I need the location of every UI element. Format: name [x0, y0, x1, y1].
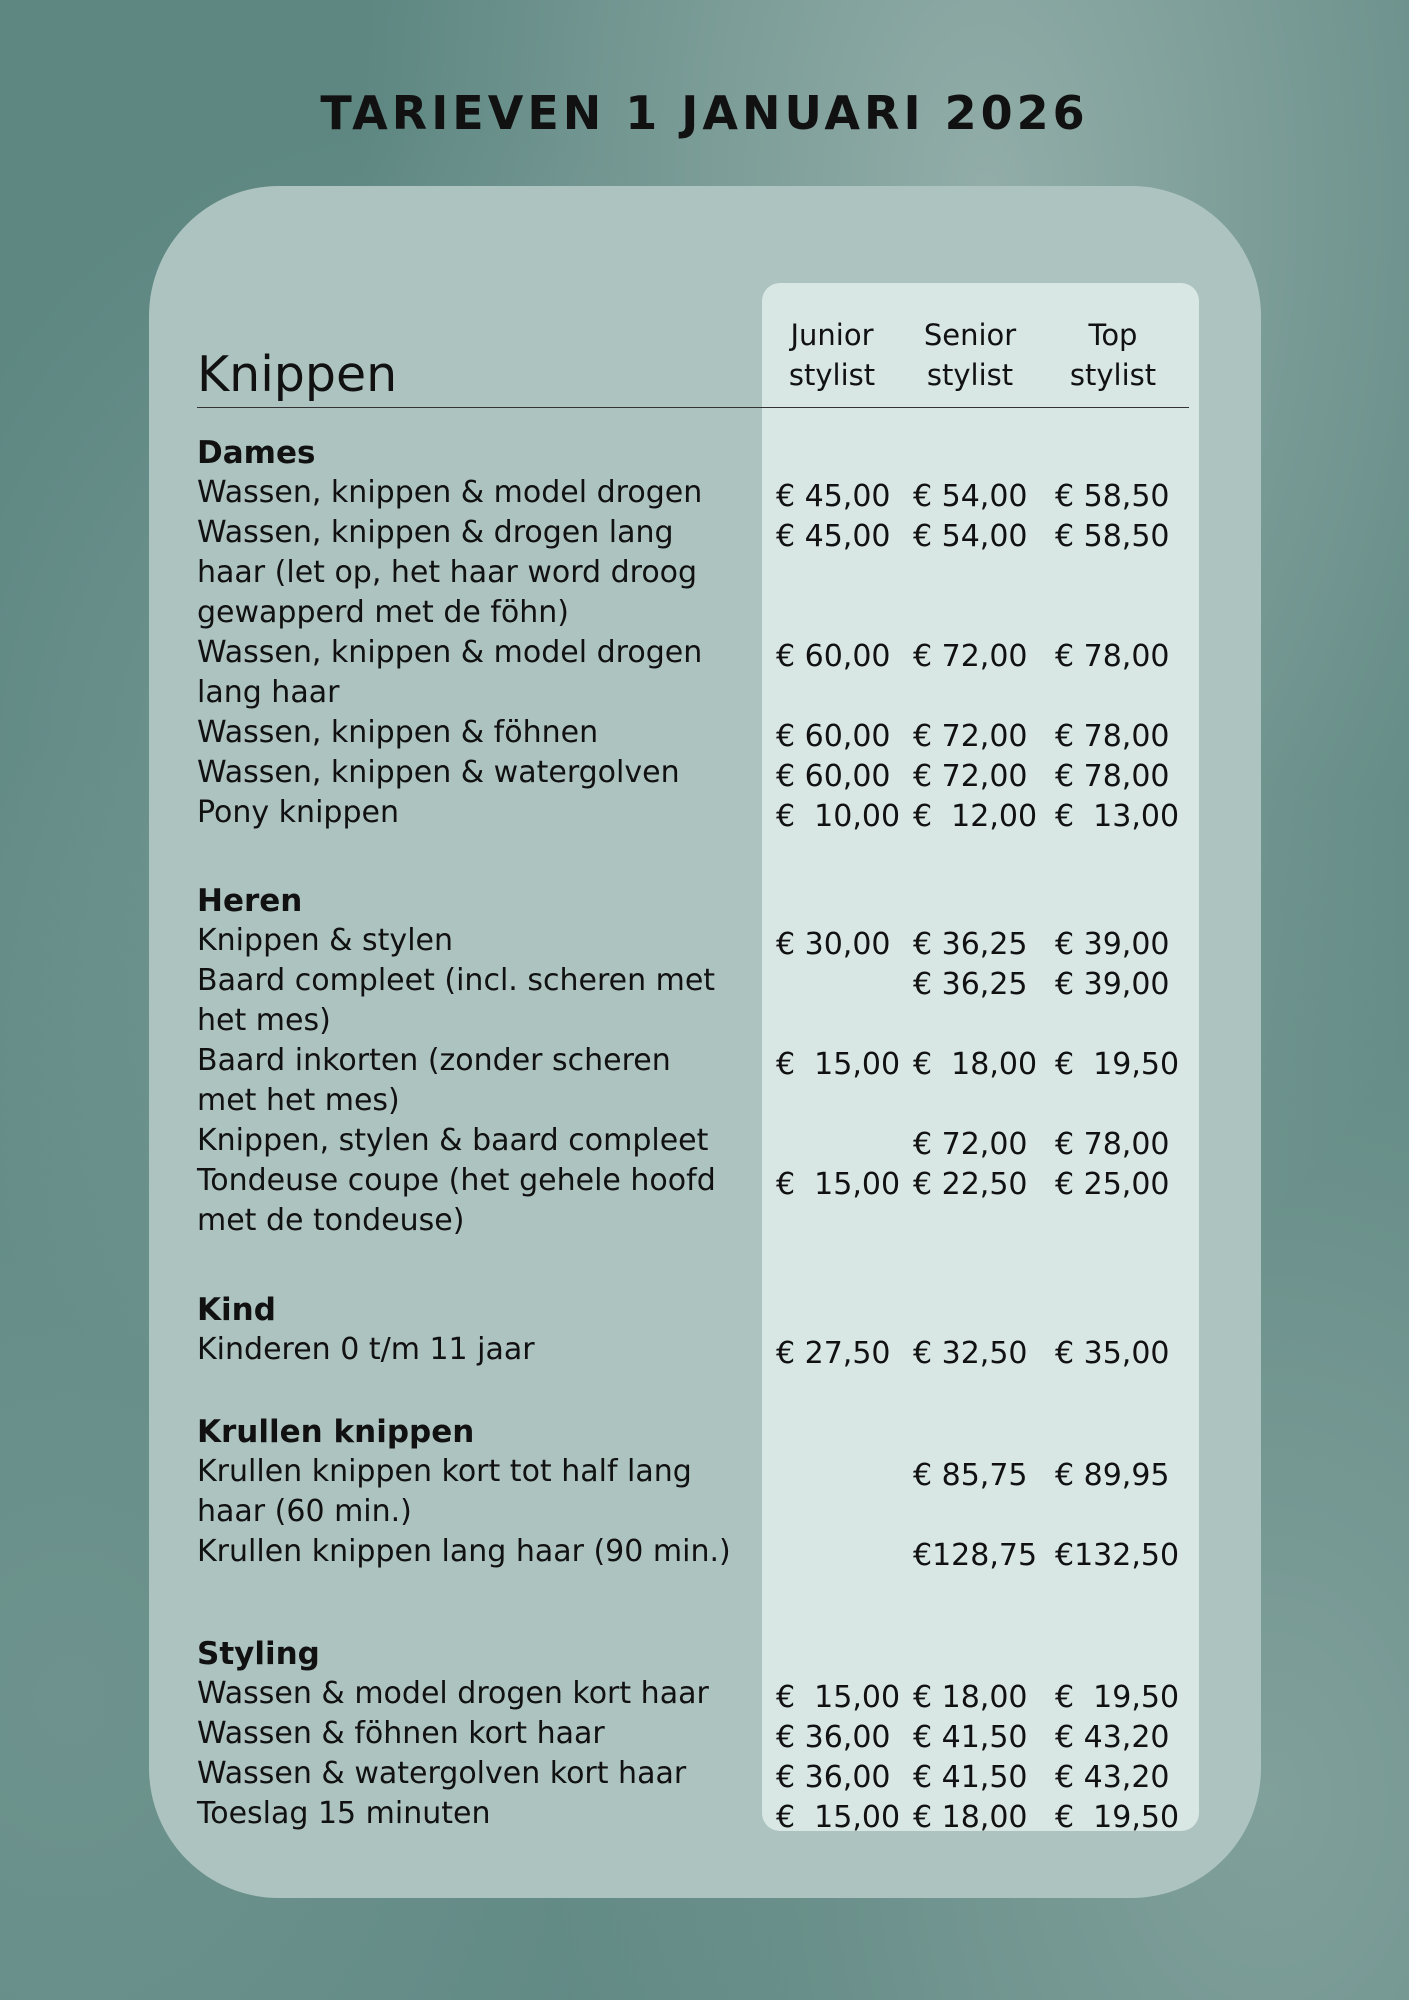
- service-description: [197, 513, 757, 633]
- price-top: € 89,95: [1055, 1458, 1170, 1493]
- service-description-line: Wassen, knippen & föhnen: [197, 715, 599, 750]
- price-senior: € 32,50: [913, 1336, 1028, 1371]
- price-top: € 19,50: [1055, 1680, 1180, 1715]
- price-senior: € 72,00: [913, 759, 1028, 794]
- price-senior: € 54,00: [913, 479, 1028, 514]
- column-header: [900, 315, 1040, 395]
- price-top: €132,50: [1055, 1538, 1180, 1573]
- service-description: [197, 1161, 757, 1241]
- price-top: € 19,50: [1055, 1800, 1180, 1835]
- service-description: [197, 1452, 757, 1532]
- price-row: [197, 1714, 1197, 1754]
- price-senior: € 72,00: [913, 719, 1028, 754]
- price-top: € 58,50: [1055, 479, 1170, 514]
- service-description: [197, 1794, 757, 1834]
- price-junior: € 30,00: [776, 927, 891, 962]
- service-description: [197, 961, 757, 1041]
- price-junior: € 45,00: [776, 479, 891, 514]
- price-junior: € 45,00: [776, 519, 891, 554]
- service-description-line: Baard inkorten (zonder scheren: [197, 1043, 671, 1078]
- group-title: Dames: [197, 435, 316, 471]
- price-top: € 78,00: [1055, 759, 1170, 794]
- group-title: Kind: [197, 1292, 276, 1328]
- service-description: [197, 793, 757, 833]
- price-top: € 43,20: [1055, 1720, 1170, 1755]
- price-senior: € 41,50: [913, 1760, 1028, 1795]
- price-row: [197, 1452, 1197, 1532]
- price-top: € 78,00: [1055, 1127, 1170, 1162]
- service-description: [197, 753, 757, 793]
- group-title: Styling: [197, 1636, 320, 1672]
- price-row: [197, 1794, 1197, 1834]
- price-row: [197, 1754, 1197, 1794]
- price-senior: € 85,75: [913, 1458, 1028, 1493]
- service-description-line: Wassen & model drogen kort haar: [197, 1676, 709, 1711]
- service-description-line: Toeslag 15 minuten: [197, 1796, 491, 1831]
- service-description-line: Pony knippen: [197, 795, 399, 830]
- service-description: [197, 1714, 757, 1754]
- price-row: [197, 713, 1197, 753]
- price-senior: € 22,50: [913, 1167, 1028, 1202]
- price-row: [197, 961, 1197, 1041]
- price-top: € 78,00: [1055, 719, 1170, 754]
- price-top: € 58,50: [1055, 519, 1170, 554]
- service-description-line: Tondeuse coupe (het gehele hoofd: [197, 1163, 716, 1198]
- service-description-line: Kinderen 0 t/m 11 jaar: [197, 1332, 535, 1367]
- service-description-line: met het mes): [197, 1083, 400, 1118]
- price-senior: € 12,00: [913, 799, 1038, 834]
- price-senior: € 36,25: [913, 967, 1028, 1002]
- price-senior: € 54,00: [913, 519, 1028, 554]
- service-description: [197, 921, 757, 961]
- service-description-line: Wassen & watergolven kort haar: [197, 1756, 687, 1791]
- service-description-line: Wassen, knippen & watergolven: [197, 755, 680, 790]
- service-description-line: Wassen, knippen & drogen lang: [197, 515, 674, 550]
- price-senior: € 36,25: [913, 927, 1028, 962]
- price-row: [197, 1674, 1197, 1714]
- service-description: [197, 633, 757, 713]
- price-senior: € 72,00: [913, 639, 1028, 674]
- price-top: € 35,00: [1055, 1336, 1170, 1371]
- service-description: [197, 1674, 757, 1714]
- price-senior: € 18,00: [913, 1680, 1028, 1715]
- price-row: [197, 513, 1197, 633]
- price-junior: € 15,00: [776, 1800, 901, 1835]
- price-top: € 78,00: [1055, 639, 1170, 674]
- price-row: [197, 1532, 1197, 1572]
- price-junior: € 36,00: [776, 1720, 891, 1755]
- service-description-line: met de tondeuse): [197, 1203, 465, 1238]
- price-top: € 25,00: [1055, 1167, 1170, 1202]
- price-senior: € 72,00: [913, 1127, 1028, 1162]
- price-junior: € 15,00: [776, 1167, 901, 1202]
- price-top: € 19,50: [1055, 1047, 1180, 1082]
- price-junior: € 27,50: [776, 1336, 891, 1371]
- price-senior: € 18,00: [913, 1047, 1038, 1082]
- group-title: Heren: [197, 883, 303, 919]
- price-row: [197, 473, 1197, 513]
- price-senior: € 41,50: [913, 1720, 1028, 1755]
- price-junior: € 60,00: [776, 639, 891, 674]
- price-row: [197, 793, 1197, 833]
- service-description-line: lang haar: [197, 675, 340, 710]
- service-description-line: Wassen, knippen & model drogen: [197, 635, 703, 670]
- service-description-line: haar (let op, het haar word droog: [197, 555, 698, 590]
- service-description: [197, 1121, 757, 1161]
- price-row: [197, 1121, 1197, 1161]
- service-description-line: Krullen knippen kort tot half lang: [197, 1454, 692, 1489]
- column-header-line: Junior: [790, 318, 874, 352]
- price-senior: €128,75: [913, 1538, 1038, 1573]
- group-title: Krullen knippen: [197, 1414, 475, 1450]
- section-heading: Knippen: [197, 346, 398, 403]
- column-header: [1043, 315, 1183, 395]
- price-row: [197, 1161, 1197, 1241]
- service-description: [197, 1754, 757, 1794]
- column-header: [762, 315, 902, 395]
- price-junior: € 36,00: [776, 1760, 891, 1795]
- price-top: € 39,00: [1055, 927, 1170, 962]
- price-row: [197, 753, 1197, 793]
- price-row: [197, 633, 1197, 713]
- price-row: [197, 921, 1197, 961]
- price-junior: € 15,00: [776, 1680, 901, 1715]
- service-description-line: Knippen, stylen & baard compleet: [197, 1123, 709, 1158]
- service-description-line: Krullen knippen lang haar (90 min.): [197, 1534, 731, 1569]
- service-description: [197, 1041, 757, 1121]
- page-title: TARIEVEN 1 JANUARI 2026: [320, 86, 1089, 140]
- price-junior: € 60,00: [776, 719, 891, 754]
- column-header-line: stylist: [926, 358, 1014, 392]
- service-description-line: Wassen, knippen & model drogen: [197, 475, 703, 510]
- service-description-line: Baard compleet (incl. scheren met: [197, 963, 716, 998]
- price-row: [197, 1330, 1197, 1370]
- service-description-line: het mes): [197, 1003, 331, 1038]
- price-senior: € 18,00: [913, 1800, 1028, 1835]
- price-junior: € 15,00: [776, 1047, 901, 1082]
- header-divider: [197, 407, 1189, 408]
- price-top: € 43,20: [1055, 1760, 1170, 1795]
- price-top: € 13,00: [1055, 799, 1180, 834]
- price-junior: € 60,00: [776, 759, 891, 794]
- service-description: [197, 713, 757, 753]
- service-description: [197, 473, 757, 513]
- service-description-line: gewapperd met de föhn): [197, 595, 570, 630]
- service-description-line: Knippen & stylen: [197, 923, 453, 958]
- column-header-line: Senior: [923, 318, 1017, 352]
- price-top: € 39,00: [1055, 967, 1170, 1002]
- service-description: [197, 1532, 757, 1572]
- price-junior: € 10,00: [776, 799, 901, 834]
- service-description-line: Wassen & föhnen kort haar: [197, 1716, 605, 1751]
- column-header-line: Top: [1088, 318, 1138, 352]
- column-header-line: stylist: [1069, 358, 1157, 392]
- service-description-line: haar (60 min.): [197, 1494, 412, 1529]
- column-header-line: stylist: [788, 358, 876, 392]
- price-row: [197, 1041, 1197, 1121]
- service-description: [197, 1330, 757, 1370]
